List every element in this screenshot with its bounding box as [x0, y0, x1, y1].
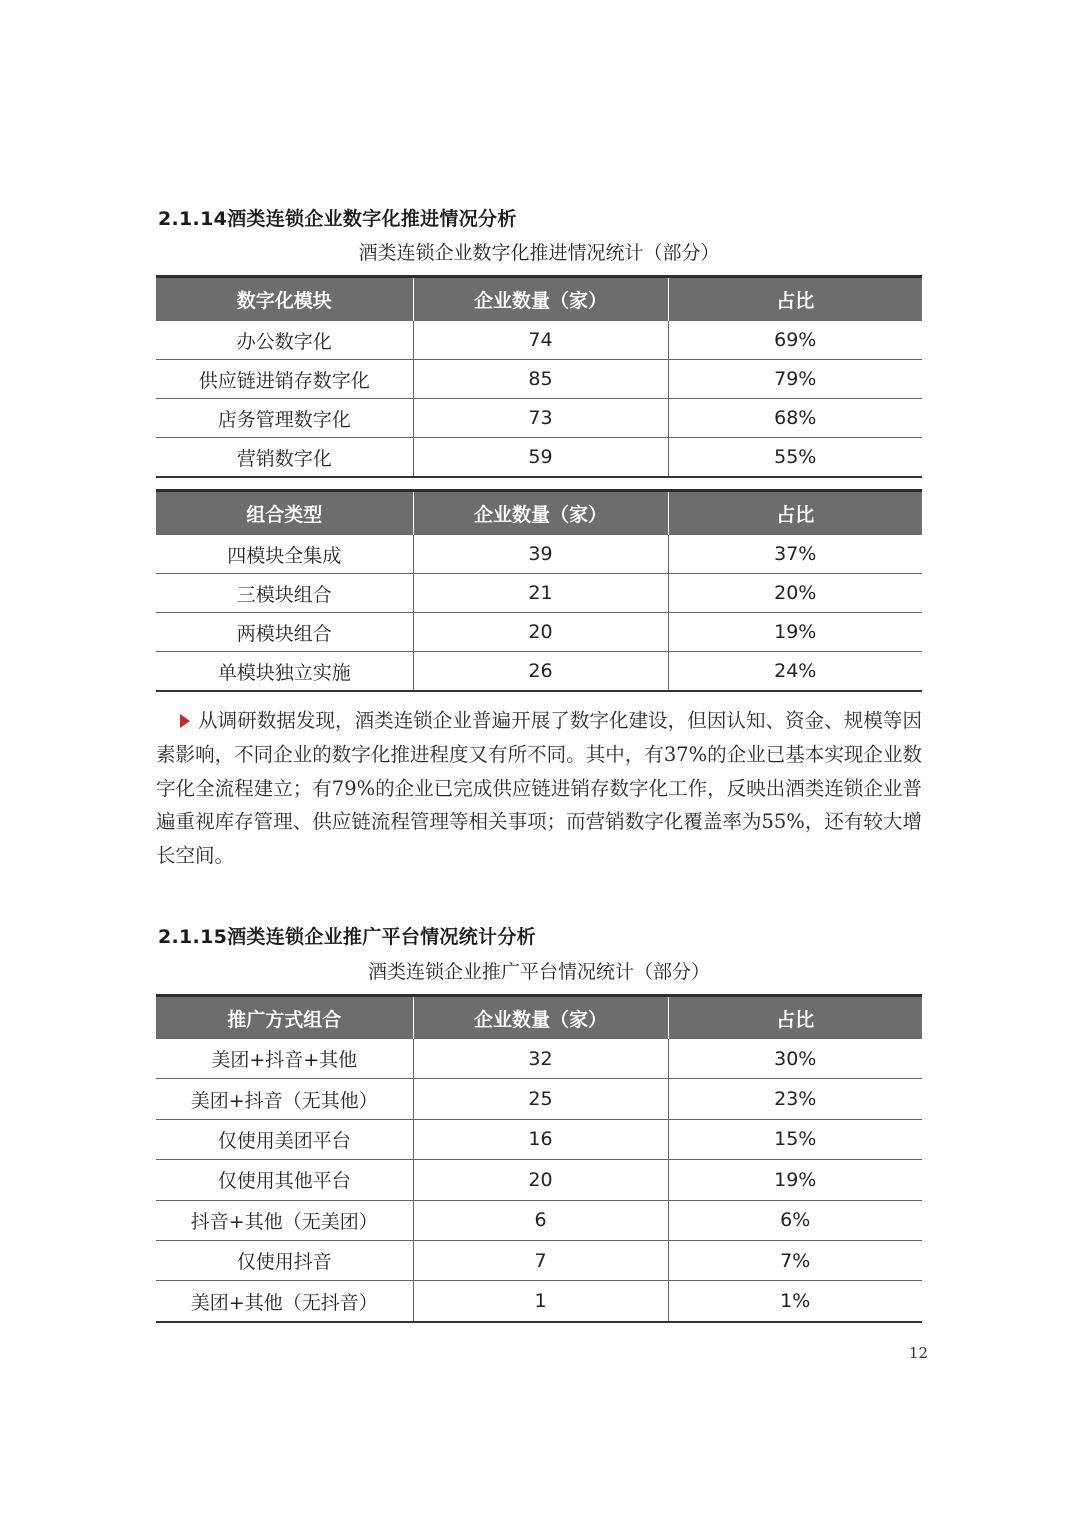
column-header: 组合类型: [156, 491, 413, 536]
table-row: [156, 535, 922, 574]
table-row: [156, 1240, 922, 1280]
table-cell: 7%: [668, 1240, 922, 1280]
table-cell: 6%: [668, 1200, 922, 1240]
table-cell: 74: [413, 321, 668, 360]
table-cell: 20%: [668, 574, 922, 613]
table-cell: 55%: [668, 438, 922, 478]
table-cell: 21: [413, 574, 668, 613]
table-cell: 店务管理数字化: [156, 399, 413, 438]
table-cell: 25: [413, 1079, 668, 1119]
table-cell: 美团+抖音（无其他）: [156, 1079, 413, 1119]
table-header-row: [156, 491, 922, 536]
table-cell: 仅使用抖音: [156, 1240, 413, 1280]
table-row: [156, 399, 922, 438]
table-row: [156, 1200, 922, 1240]
page-number: 12: [908, 1344, 928, 1362]
table-cell: 15%: [668, 1119, 922, 1159]
table-cell: 59: [413, 438, 668, 478]
combination-types-table: [156, 489, 922, 692]
table-row: [156, 321, 922, 360]
table-cell: 68%: [668, 399, 922, 438]
table-cell: 85: [413, 360, 668, 399]
table-cell: 32: [413, 1039, 668, 1079]
analysis-text: 从调研数据发现，酒类连锁企业普遍开展了数字化建设，但因认知、资金、规模等因素影响，不同企业的数字化推进程度又有所不同。其中，有37%的企业已基本实现企业数字化全流程建立；有79%的企业已完成供应链进销存数字化工作，反映出酒类连锁企业普遍重视库存管理、供应链流程管理等相关事项；而营销数字化覆盖率为55%，还有较大增长空间。: [156, 709, 922, 868]
table-cell: 20: [413, 613, 668, 652]
table-row: [156, 1160, 922, 1200]
table-cell: 6: [413, 1200, 668, 1240]
table-row: [156, 1079, 922, 1119]
column-header: 企业数量（家）: [413, 996, 668, 1040]
table-cell: 1%: [668, 1281, 922, 1322]
digitalization-modules-table: [156, 275, 922, 478]
table-cell: 23%: [668, 1079, 922, 1119]
table-cell: 24%: [668, 652, 922, 692]
table-cell: 办公数字化: [156, 321, 413, 360]
table-cell: 30%: [668, 1039, 922, 1079]
column-header: 企业数量（家）: [413, 277, 668, 322]
section-heading-2-1-14: 2.1.14酒类连锁企业数字化推进情况分析: [158, 208, 517, 230]
table-cell: 抖音+其他（无美团）: [156, 1200, 413, 1240]
table-row: [156, 1281, 922, 1322]
table-row: [156, 574, 922, 613]
column-header: 占比: [668, 491, 922, 536]
table-cell: 73: [413, 399, 668, 438]
column-header: 数字化模块: [156, 277, 413, 322]
table-cell: 16: [413, 1119, 668, 1159]
table-row: [156, 1119, 922, 1159]
table-caption-promotion: 酒类连锁企业推广平台情况统计（部分）: [367, 961, 710, 983]
table-cell: 37%: [668, 535, 922, 574]
table-cell: 7: [413, 1240, 668, 1280]
table-row: [156, 438, 922, 478]
table-cell: 三模块组合: [156, 574, 413, 613]
column-header: 推广方式组合: [156, 996, 413, 1040]
table-cell: 两模块组合: [156, 613, 413, 652]
table-header-row: [156, 277, 922, 322]
section-heading-2-1-15: 2.1.15酒类连锁企业推广平台情况统计分析: [158, 926, 536, 948]
table-cell: 20: [413, 1160, 668, 1200]
table-cell: 仅使用美团平台: [156, 1119, 413, 1159]
column-header: 占比: [668, 996, 922, 1040]
analysis-paragraph: [156, 704, 922, 873]
table-cell: 1: [413, 1281, 668, 1322]
promotion-platforms-table: [156, 994, 922, 1323]
table-cell: 单模块独立实施: [156, 652, 413, 692]
table-row: [156, 1039, 922, 1079]
column-header: 占比: [668, 277, 922, 322]
table-cell: 仅使用其他平台: [156, 1160, 413, 1200]
table-cell: 26: [413, 652, 668, 692]
table-header-row: [156, 996, 922, 1040]
table-cell: 营销数字化: [156, 438, 413, 478]
table-cell: 美团+其他（无抖音）: [156, 1281, 413, 1322]
table-cell: 四模块全集成: [156, 535, 413, 574]
table-cell: 79%: [668, 360, 922, 399]
table-row: [156, 360, 922, 399]
table-caption-digitalization: 酒类连锁企业数字化推进情况统计（部分）: [358, 242, 720, 264]
table-cell: 69%: [668, 321, 922, 360]
table-cell: 39: [413, 535, 668, 574]
red-triangle-bullet-icon: [180, 714, 190, 728]
table-cell: 19%: [668, 1160, 922, 1200]
table-cell: 供应链进销存数字化: [156, 360, 413, 399]
table-row: [156, 613, 922, 652]
table-cell: 美团+抖音+其他: [156, 1039, 413, 1079]
table-cell: 19%: [668, 613, 922, 652]
column-header: 企业数量（家）: [413, 491, 668, 536]
table-row: [156, 652, 922, 692]
